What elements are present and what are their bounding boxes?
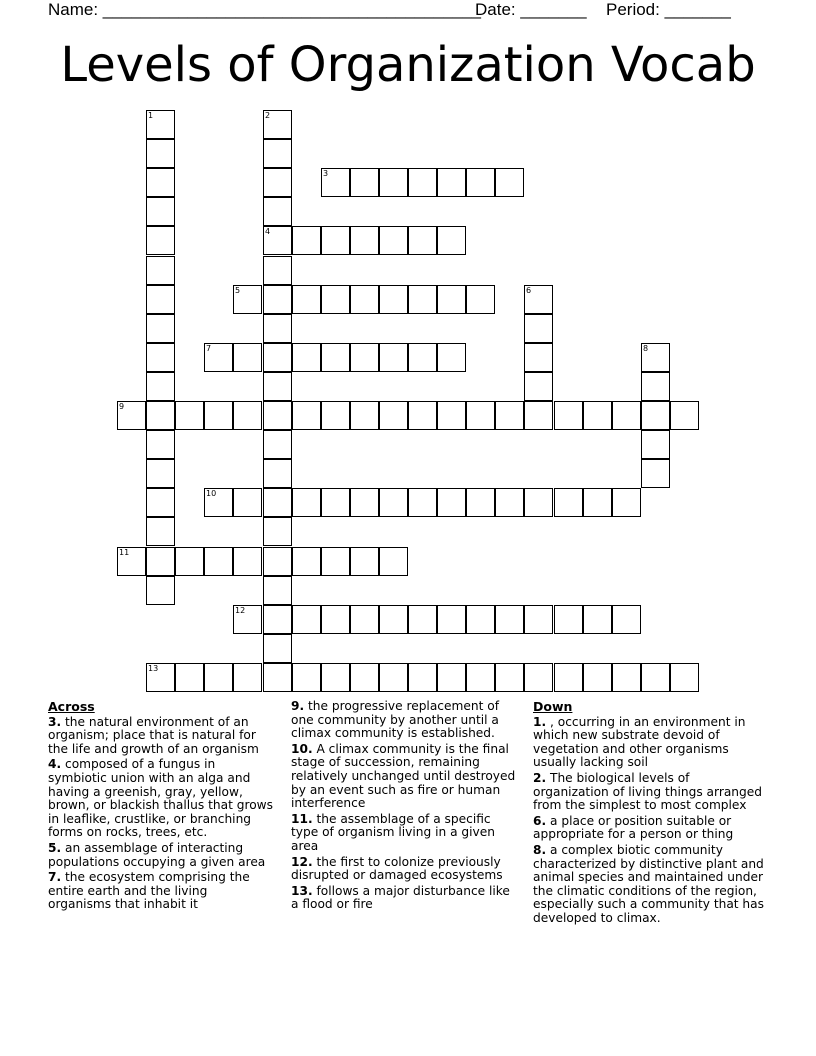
clue-across-12: 12. the first to colonize previously disrupted or damaged ecosystems: [291, 854, 503, 883]
crossword-cell[interactable]: [321, 605, 350, 634]
crossword-cell[interactable]: [321, 168, 350, 197]
crossword-cell[interactable]: [263, 197, 292, 226]
crossword-cell[interactable]: [524, 314, 553, 343]
crossword-cell[interactable]: [263, 372, 292, 401]
crossword-cell[interactable]: [495, 401, 524, 430]
clue-across-13: 13. follows a major disturbance like a flood or fire: [291, 883, 510, 912]
crossword-cell[interactable]: [350, 547, 379, 576]
crossword-cell[interactable]: [554, 663, 583, 692]
clue-number: 8: [643, 344, 649, 353]
crossword-cell[interactable]: [292, 663, 321, 692]
crossword-cell[interactable]: [263, 256, 292, 285]
crossword-cell[interactable]: [583, 663, 612, 692]
crossword-cell[interactable]: [350, 663, 379, 692]
crossword-cell[interactable]: [437, 663, 466, 692]
clue-number: 7: [206, 344, 212, 353]
crossword-cell[interactable]: [321, 663, 350, 692]
crossword-cell[interactable]: [554, 488, 583, 517]
across-clues-part1: [48, 700, 273, 914]
clue-number: 10: [206, 489, 217, 498]
crossword-cell[interactable]: [379, 488, 408, 517]
crossword-cell[interactable]: [204, 401, 233, 430]
crossword-cell[interactable]: [641, 343, 670, 372]
crossword-cell[interactable]: [524, 372, 553, 401]
crossword-cell[interactable]: [146, 197, 175, 226]
clue-across-5: 5. an assemblage of interacting populations occupying a given area: [48, 840, 266, 869]
crossword-cell[interactable]: [233, 488, 262, 517]
crossword-cell[interactable]: [263, 285, 292, 314]
crossword-cell[interactable]: [146, 517, 175, 546]
crossword-cell[interactable]: [146, 256, 175, 285]
crossword-cell[interactable]: [466, 168, 495, 197]
crossword-cell[interactable]: [233, 605, 262, 634]
across-clues-part2: [291, 700, 521, 914]
crossword-cell[interactable]: [263, 517, 292, 546]
crossword-cell[interactable]: [146, 139, 175, 168]
crossword-cell[interactable]: [437, 285, 466, 314]
crossword-cell[interactable]: [263, 459, 292, 488]
down-clues: [533, 700, 769, 928]
crossword-cell[interactable]: [437, 401, 466, 430]
crossword-cell[interactable]: [292, 285, 321, 314]
crossword-cell[interactable]: [175, 401, 204, 430]
crossword-cell[interactable]: [612, 488, 641, 517]
clue-across-3: 3. the natural environment of an organism; place that is natural for the life and growth of an organism: [48, 714, 259, 756]
crossword-cell[interactable]: [583, 605, 612, 634]
down-heading: Down: [533, 699, 573, 714]
crossword-cell[interactable]: [146, 401, 175, 430]
crossword-cell[interactable]: [263, 430, 292, 459]
crossword-cell[interactable]: [408, 488, 437, 517]
crossword-cell[interactable]: [379, 168, 408, 197]
clue-number: 12: [235, 606, 246, 615]
crossword-cell[interactable]: [350, 401, 379, 430]
clue-across-4: 4. composed of a fungus in symbiotic union with an alga and having a greenish, gray, yellow, brown, or blackish thallus that grows in leaflike, crustlike, or branching forms on rocks, trees, etc.: [48, 757, 273, 840]
crossword-cell[interactable]: [437, 488, 466, 517]
clue-number: 6: [526, 286, 532, 295]
crossword-cell[interactable]: [466, 285, 495, 314]
crossword-cell[interactable]: [641, 401, 670, 430]
crossword-cell[interactable]: [263, 343, 292, 372]
crossword-cell[interactable]: [350, 343, 379, 372]
crossword-cell[interactable]: [204, 663, 233, 692]
crossword-cell[interactable]: [350, 488, 379, 517]
crossword-cell[interactable]: [233, 285, 262, 314]
clue-number: 1: [148, 111, 154, 120]
clue-number: 13: [148, 664, 159, 673]
crossword-cell[interactable]: [204, 488, 233, 517]
crossword-cell[interactable]: [292, 605, 321, 634]
crossword-cell[interactable]: [292, 547, 321, 576]
crossword-cell[interactable]: [321, 226, 350, 255]
crossword-cell[interactable]: [466, 401, 495, 430]
crossword-cell[interactable]: [321, 547, 350, 576]
crossword-cell[interactable]: [641, 372, 670, 401]
name-field-label[interactable]: Name: ________________________________________: [48, 0, 481, 19]
crossword-cell[interactable]: [146, 168, 175, 197]
crossword-cell[interactable]: [321, 285, 350, 314]
crossword-cell[interactable]: [495, 488, 524, 517]
page-title: Levels of Organization Vocab: [60, 37, 756, 93]
crossword-cell[interactable]: [437, 168, 466, 197]
crossword-cell[interactable]: [641, 430, 670, 459]
crossword-cell[interactable]: [263, 605, 292, 634]
crossword-cell[interactable]: [263, 634, 292, 663]
crossword-cell[interactable]: [554, 605, 583, 634]
crossword-cell[interactable]: [117, 547, 146, 576]
clue-across-10: 10. A climax community is the final stage of succession, remaining relatively unchanged until destroyed by an event such as fire or human interference: [291, 741, 516, 811]
crossword-cell[interactable]: [263, 226, 292, 255]
crossword-cell[interactable]: [495, 605, 524, 634]
crossword-cell[interactable]: [204, 343, 233, 372]
crossword-cell[interactable]: [408, 605, 437, 634]
crossword-cell[interactable]: [321, 488, 350, 517]
crossword-cell[interactable]: [670, 401, 699, 430]
crossword-cell[interactable]: [233, 547, 262, 576]
crossword-cell[interactable]: [146, 547, 175, 576]
crossword-cell[interactable]: [233, 401, 262, 430]
crossword-cell[interactable]: [437, 605, 466, 634]
crossword-cell[interactable]: [379, 547, 408, 576]
crossword-cell[interactable]: [263, 401, 292, 430]
crossword-cell[interactable]: [146, 226, 175, 255]
crossword-cell[interactable]: [379, 401, 408, 430]
crossword-cell[interactable]: [524, 488, 553, 517]
crossword-cell[interactable]: [524, 343, 553, 372]
crossword-cell[interactable]: [612, 605, 641, 634]
crossword-cell[interactable]: [292, 401, 321, 430]
crossword-cell[interactable]: [350, 285, 379, 314]
crossword-cell[interactable]: [263, 547, 292, 576]
crossword-cell[interactable]: [146, 488, 175, 517]
crossword-cell[interactable]: [117, 401, 146, 430]
crossword-cell[interactable]: [408, 226, 437, 255]
clue-number: 9: [119, 402, 125, 411]
crossword-cell[interactable]: [263, 663, 292, 692]
crossword-cell[interactable]: [146, 285, 175, 314]
crossword-cell[interactable]: [583, 488, 612, 517]
clue-across-11: 11. the assemblage of a specific type of organism living in a given area: [291, 811, 495, 853]
crossword-cell[interactable]: [263, 168, 292, 197]
crossword-cell[interactable]: [641, 459, 670, 488]
clue-number: 4: [265, 227, 271, 236]
clue-number: 5: [235, 286, 241, 295]
crossword-cell[interactable]: [524, 285, 553, 314]
crossword-cell[interactable]: [408, 343, 437, 372]
crossword-cell[interactable]: [408, 663, 437, 692]
crossword-cell[interactable]: [379, 605, 408, 634]
crossword-cell[interactable]: [321, 401, 350, 430]
crossword-cell[interactable]: [524, 401, 553, 430]
crossword-cell[interactable]: [612, 401, 641, 430]
crossword-cell[interactable]: [204, 547, 233, 576]
crossword-cell[interactable]: [292, 226, 321, 255]
crossword-cell[interactable]: [263, 110, 292, 139]
clue-number: 2: [265, 111, 271, 120]
crossword-cell[interactable]: [263, 488, 292, 517]
clue-down-6: 6. a place or position suitable or appropriate for a person or thing: [533, 813, 734, 842]
crossword-cell[interactable]: [524, 605, 553, 634]
crossword-cell[interactable]: [350, 168, 379, 197]
crossword-cell[interactable]: [146, 459, 175, 488]
crossword-cell[interactable]: [146, 343, 175, 372]
crossword-cell[interactable]: [466, 488, 495, 517]
crossword-cell[interactable]: [379, 226, 408, 255]
crossword-cell[interactable]: [146, 372, 175, 401]
crossword-cell[interactable]: [670, 663, 699, 692]
crossword-cell[interactable]: [263, 576, 292, 605]
crossword-cell[interactable]: [583, 401, 612, 430]
clue-across-9: 9. the progressive replacement of one community by another until a climax community is established.: [291, 699, 499, 741]
crossword-cell[interactable]: [379, 663, 408, 692]
date-field-label[interactable]: Date: _______: [475, 0, 587, 19]
crossword-cell[interactable]: [263, 314, 292, 343]
crossword-cell[interactable]: [350, 605, 379, 634]
crossword-cell[interactable]: [146, 110, 175, 139]
crossword-cell[interactable]: [175, 663, 204, 692]
crossword-cell[interactable]: [524, 663, 553, 692]
crossword-cell[interactable]: [292, 343, 321, 372]
clue-number: 3: [323, 169, 329, 178]
crossword-cell[interactable]: [146, 314, 175, 343]
crossword-cell[interactable]: [263, 139, 292, 168]
crossword-cell[interactable]: [408, 168, 437, 197]
crossword-cell[interactable]: [321, 343, 350, 372]
crossword-cell[interactable]: [379, 343, 408, 372]
crossword-cell[interactable]: [233, 343, 262, 372]
crossword-cell[interactable]: [175, 547, 204, 576]
across-heading: Across: [48, 699, 95, 714]
crossword-cell[interactable]: [146, 576, 175, 605]
crossword-cell[interactable]: [495, 663, 524, 692]
crossword-cell[interactable]: [641, 663, 670, 692]
crossword-cell[interactable]: [466, 605, 495, 634]
crossword-cell[interactable]: [495, 168, 524, 197]
crossword-cell[interactable]: [292, 488, 321, 517]
crossword-cell[interactable]: [408, 285, 437, 314]
clue-down-1: 1. , occurring in an environment in which new substrate devoid of vegetation and other organisms usually lacking soil: [533, 714, 746, 770]
clue-number: 11: [119, 548, 130, 557]
crossword-cell[interactable]: [554, 401, 583, 430]
clue-across-7: 7. the ecosystem comprising the entire earth and the living organisms that inhabit it: [48, 870, 250, 912]
crossword-cell[interactable]: [408, 401, 437, 430]
crossword-cell[interactable]: [437, 343, 466, 372]
crossword-cell[interactable]: [233, 663, 262, 692]
clue-down-8: 8. a complex biotic community characterized by distinctive plant and animal species and maintained under the climatic conditions of the region, especially such a community that has developed to climax.: [533, 842, 764, 925]
clue-down-2: 2. The biological levels of organization of living things arranged from the simplest to most complex: [533, 770, 762, 813]
period-field-label[interactable]: Period: _______: [606, 0, 731, 19]
crossword-cell[interactable]: [350, 226, 379, 255]
crossword-cell[interactable]: [612, 663, 641, 692]
crossword-cell[interactable]: [146, 430, 175, 459]
crossword-cell[interactable]: [466, 663, 495, 692]
crossword-cell[interactable]: [437, 226, 466, 255]
crossword-cell[interactable]: [146, 663, 175, 692]
crossword-cell[interactable]: [379, 285, 408, 314]
